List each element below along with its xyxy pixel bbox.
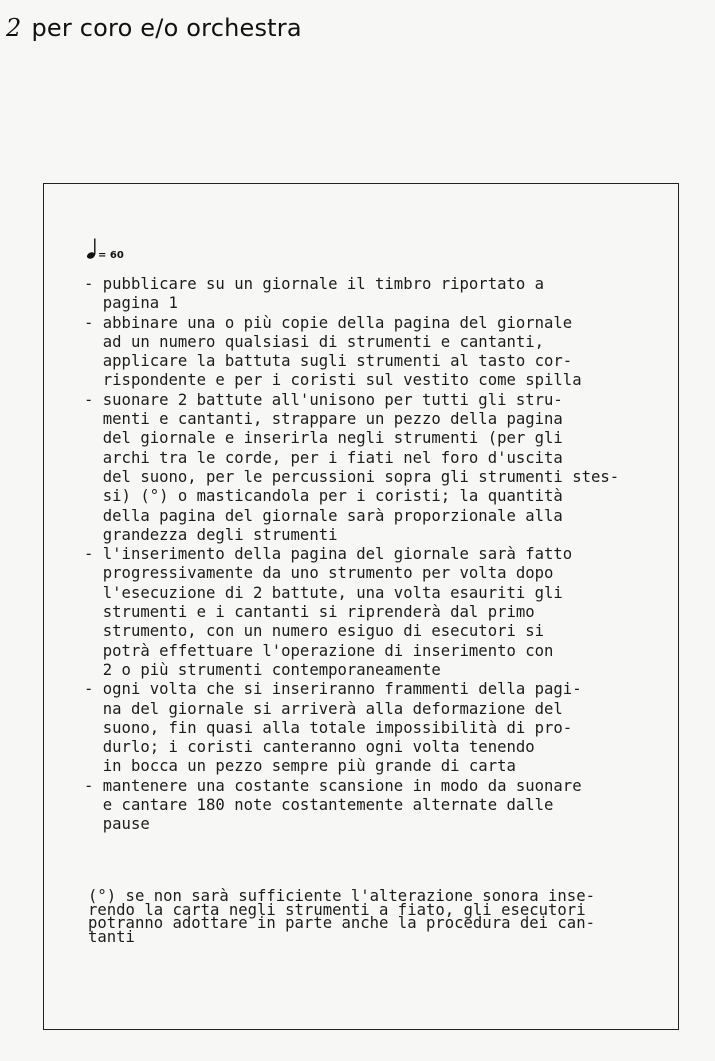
page-title: per coro e/o orchestra — [31, 14, 302, 42]
instruction-item: - pubblicare su un giornale il timbro riportato a pagina 1 — [84, 275, 545, 313]
instruction-item: - l'inserimento della pagina del giornale sarà fatto progressivamente da uno strumento per volta dopo l'esecuzione di 2 battute, una volta esauriti gli strumenti e i cantanti si riprenderà dal primo strumento, con un numero esiguo di esecutori si potrà effettuare l'operazione di inserimento con 2 o più strumenti contemporaneamente — [84, 545, 573, 679]
page-heading — [6, 14, 302, 42]
instruction-item: - ogni volta che si inseriranno frammenti della pagi- na del giornale si arriverà alla deformazione del suono, fin quasi alla totale impossibilità di pro- durlo; i coristi canteranno ogni volta tenendo in bocca un pezzo sempre più grande di carta — [84, 680, 582, 776]
instruction-item: - abbinare una o più copie della pagina del giornale ad un numero qualsiasi di strumenti e cantanti, applicare la battuta sugli strumenti al tasto cor- rispondente e per i coristi sul vestito come spilla — [84, 313, 582, 390]
instruction-item: - suonare 2 battute all'unisono per tutti gli stru- menti e cantanti, strappare un pezzo della pagina del giornale e inserirla negli strumenti (per gli archi tra le corde, per i fiati nel foro d'uscita del suono, per le percussioni sopra gli strumenti stes- si) (°) o masticandola per i coristi; la quantità della pagina del giornale sarà proporzionale alla grandezza degli strumenti — [84, 390, 620, 544]
instruction-list — [84, 275, 684, 835]
instruction-item: - mantenere una costante scansione in modo da suonare e cantare 180 note costantemente alternate dalle pause — [84, 776, 582, 834]
tempo-value: = 60 — [98, 250, 124, 261]
footnote: (°) se non sarà sufficiente l'alterazione sonora inse- rendo la carta negli strumenti a fiato, gli esecutori potranno adottare in parte anche la procedura dei can- tanti — [88, 887, 595, 946]
page-number: 2 — [6, 14, 22, 42]
